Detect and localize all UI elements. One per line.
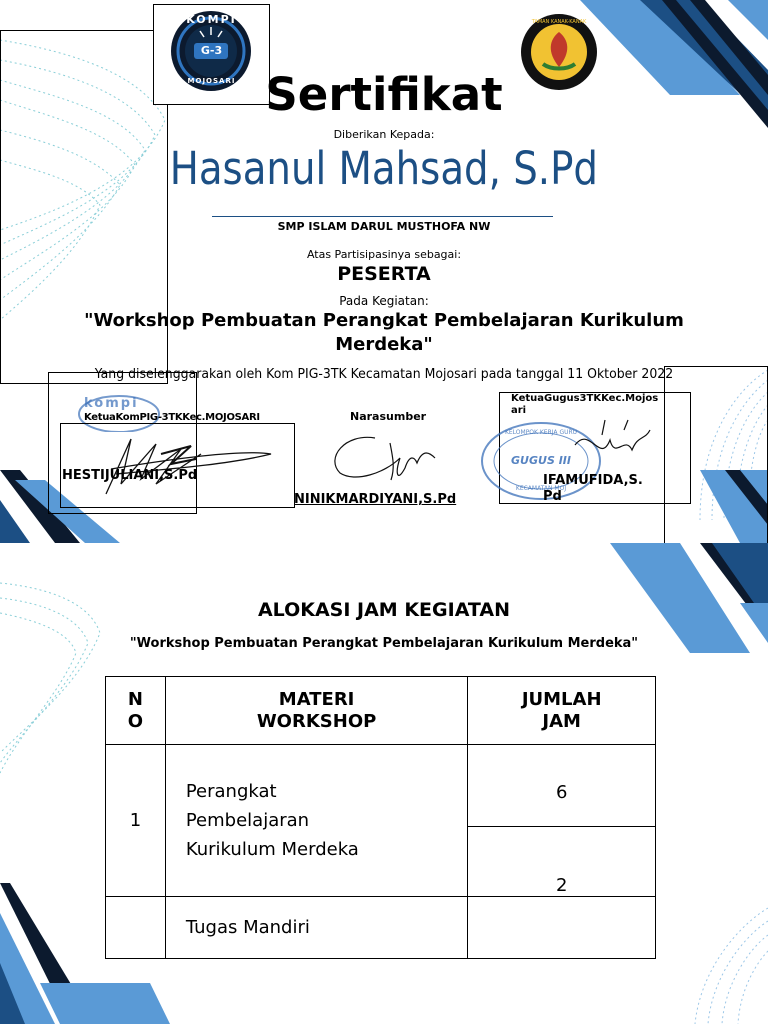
tk-logo-ring-text: TAMAN KANAK-KANAK [531,19,587,25]
row1-materi-line2: Pembelajaran [185,810,310,831]
certificate-title: Sertifikat [265,68,503,121]
recipient-name: Hasanul Mahsad, S.Pd [169,142,598,195]
kompi-logo-top-text: KOMPI [186,13,237,26]
header-no [106,677,166,745]
left-signer-role: KetuaKomPIG-3TKKec.MOJOSARI [84,412,260,423]
middle-signer-name: NINIKMARDIYANI,S.Pd [294,492,457,507]
participant-role: PESERTA [337,263,431,285]
gugus-stamp-bottom-text: KECAMATAN MOJ [515,485,567,492]
left-signer-name: HESTIJULIANI,S.Pd [62,468,198,483]
gugus-stamp-text: GUGUS III [511,454,571,467]
left-signature-scribble [61,424,294,507]
activity-title-line1: "Workshop Pembuatan Perangkat Pembelajaran Kurikulum [84,310,684,331]
activity-label: Pada Kegiatan: [339,294,429,308]
left-signature-box [60,423,295,508]
row2-no [106,897,166,959]
header-no-line1: N [127,688,143,710]
right-signature-scribble [560,415,660,475]
row1-jam: 6 [468,745,656,827]
row2-jam: 2 [468,827,656,897]
kompi-logo-center-text: G-3 [200,44,223,57]
table-header-row [106,677,656,745]
right-signer-role-line2: ari [511,405,527,416]
allocation-title: ALOKASI JAM KEGIATAN [257,599,511,621]
participation-label: Atas Partisipasinya sebagai: [306,248,462,261]
organizer-text: Yang diselenggarakan oleh Kom PIG-3TK Kecamatan Mojosari pada tanggal 11 Oktober 2022 [94,367,674,382]
row1-materi-line1: Perangkat [185,781,277,802]
allocation-subtitle: "Workshop Pembuatan Perangkat Pembelajaran Kurikulum Merdeka" [129,636,639,651]
header-materi [165,677,467,745]
kompi-logo-bottom-text: MOJOSARI [187,77,236,85]
header-jam-line2: JAM [542,710,581,732]
name-underline [212,216,553,217]
allocation-table [105,676,656,959]
allocation-page [0,543,768,1024]
header-materi-line2: WORKSHOP [256,710,377,732]
kompi-stamp-text: kompi [84,396,139,411]
given-to-label: Diberikan Kepada: [333,128,435,141]
middle-signature-scribble [325,428,445,488]
table-row [106,897,656,959]
row1-no: 1 [106,745,166,897]
right-signer-name-line2: Pd [543,489,562,504]
row2-materi: Tugas Mandiri [165,897,467,959]
header-materi-line1: MATERI [278,688,355,710]
row1-materi [165,745,467,897]
right-signer-role-line1: KetuaGugus3TKKec.Mojos [511,393,659,404]
right-signer-name-line1: IFAMUFIDA,S. [543,473,643,488]
header-no-line2: O [127,710,144,732]
table-row [106,745,656,827]
row2-jam-cell [468,897,656,959]
activity-title-line2: Merdeka" [335,334,433,355]
middle-signer-role: Narasumber [350,410,427,423]
header-jam-line1: JUMLAH [521,688,602,710]
gugus-stamp-ring-text: KELOMPOK KERJA GURU [504,429,578,436]
row1-materi-line3: Kurikulum Merdeka [185,839,359,860]
header-jam [468,677,656,745]
school-name: SMP ISLAM DARUL MUSTHOFA NW [277,220,491,233]
